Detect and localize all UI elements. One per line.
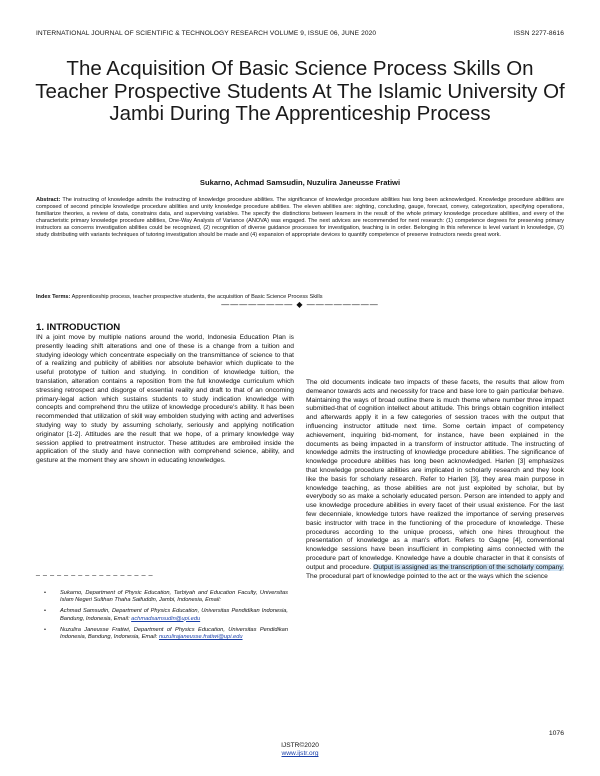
- authors: Sukarno, Achmad Samsudin, Nuzulira Janeusse Fratiwi: [199, 178, 401, 187]
- intro-left-column: IN a joint move by multiple nations around the world, Indonesia Education Plan is presently leading shift alterations and one of these is a change from a tuition and studying ideology which concentrate especially on the transmittance of science to that of a realizing and publicity of abilities nor absolute behavior which duplicate to the useful prototype of tuition and studying. In condition of knowledge tuition, the translation, alteration contains a reposition from the full knowledge curriculum which stressing retrospect and disgorge of essential reality and draft to that of an oncoming primary-legal action which sustains students to study indication knowledge with concepts and comprehend thru the utilize of knowledge procedure's ability. It has been recommended that utilization of skill way embolden studying with acting and advertises studying way to study by assuming scholarly, seriously and applying notification originator [1-2]. Attitudes are the result that we hope, of a primary knowledge way session applied to pretreatment instructor. These attitudes are embroiled inside the application of the study and have connection with comprehend science, ability, and gesture at the moment they are shown in educating knowledges.: [36, 334, 294, 465]
- copyright-code: IJSTR©2020: [281, 742, 319, 749]
- footnote-item: [44, 590, 288, 604]
- bullet-icon: •: [44, 590, 46, 596]
- abstract-label: Abstract:: [36, 197, 61, 203]
- page-footer: [0, 742, 600, 758]
- email-link[interactable]: nuzulirajaneusse.fratiwi@upi.edu: [158, 634, 243, 641]
- author-footnotes: [44, 590, 288, 645]
- email-link[interactable]: achmadsamsudin@upi.edu: [131, 615, 201, 622]
- highlighted-sentence[interactable]: Output is assigned as the transcription of the scholarly company.: [373, 563, 564, 571]
- footnote-text: Achmad Samsudin, Department of Physics Education, Universitas Pendidikan Indonesia, Bandung, Indonesia, Email:: [60, 608, 288, 622]
- section-separator: ———————— ◆ ————————: [221, 300, 379, 309]
- index-terms-text: Apprenticeship process, teacher prospective students, the acquisition of Basic Science Process Skills: [71, 294, 323, 300]
- running-header: [36, 30, 564, 40]
- journal-url-link[interactable]: www.ijstr.org: [281, 750, 319, 757]
- section-heading: 1. INTRODUCTION: [36, 322, 121, 333]
- footnote-item: [44, 608, 288, 622]
- paper-title: The Acquisition Of Basic Science Process Skills On Teacher Prospective Students At The Islamic University Of Jambi During The Apprenticeship Process: [35, 57, 565, 125]
- bullet-icon: •: [44, 626, 46, 633]
- abstract-text: The instructing of knowledge admits the instructing of knowledge procedure abilities. The significance of knowledge procedure abilities has long been acknowledged. Knowledge procedure abilities are composed of second principle knowledge procedure abilities and unity knowledge procedure abilities. The eleven abilities are: sighting, concluding, gauge, forecast, convey, categorization, specifying operations, familiarize theories, a review of data, constrains data, and supervising variables. The specify the distinctions between learners in the result of the whole primary knowledge procedure abilities, and every of the characteristic primary knowledge procedure abilities, One-Way Analysis of Variance (ANOVA) was engaged. The next advices are recommended for next research: (1) competence degrees for preserving primary instructors as concerns investigation abilities could be recognized, (2) recognition of diverse guidance processes for investigation, teaching is in order. Belonging in this reference is level variant in knowledge, (3) study distributing with variants techniques of tutoring investigation should be made and (4) expansion of appropriate devices to quantify competence of preserve instructors needs great work.: [36, 197, 564, 239]
- bullet-icon: •: [44, 608, 46, 615]
- page-number: 1076: [548, 730, 564, 737]
- index-terms-label: Index Terms:: [36, 294, 71, 300]
- footnote-text: Sukarno, Department of Physic Education, Tarbiyah and Education Faculty, Universitas Islam Negeri Sulthan Thaha Saifuddin, Jambi, Indonesia, Email:: [60, 590, 288, 604]
- intro-right-text: The old documents indicate two impacts of these facets, the results that allow from demeanor towards acts and necessity for trace and base lore to gain particular behave. Maintaining the ways of broad outline there is much theme where number three impact submitted-that of cognition intellect about attitude. This brings obtain cognition intellect and afterwards apply it in a few categories of session traces with the output that influencing instructor attitude next time. Some certain impact of competency achievement, inquiring bid-moment, for instance, have been explained in the documents as being impacted in a transform of instructor attitude. The instructing of knowledge admits the instructing of knowledge procedure abilities. The significance of knowledge procedure abilities has long been acknowledged. Harlen [3] emphasizes that knowledge procedure abilities are implicated in scholarly research and they look like the basis for scholarly research. Refer to Harlen [3], they area main purpose in knowledge teaching, as those abilities are not just exploited by scholar, but by everybody so as make a scholarly educated person. Person are intended to apply and use knowledge procedure abilities in every facet of their usual existence. For the last few decenniale, knowledge tutors have realized the importance of serving preserves basic instructor with trace in the functioning of the procedure of knowledge. These procedures according to the unique process, which one hires throughout the presentation of knowledge as a man's effort. Refers to Gagne [4], conventional knowledge sessions have been insufficient in completing aims connected with the procedure part of knowledge. Knowledge have a double character in that it consists of output and procedure.: [306, 379, 564, 571]
- footnote-divider: _ _ _ _ _ _ _ _ _ _ _ _ _ _ _ _ _: [36, 569, 154, 576]
- footnote-text: Nuzulira Janeusse Fratiwi, Department of Physics Education, Universitas Pendidikan Indonesia, Bandung, Indonesia, Email:: [60, 626, 288, 641]
- abstract: [36, 197, 564, 240]
- journal-name: INTERNATIONAL JOURNAL OF SCIENTIFIC & TECHNOLOGY RESEARCH VOLUME 9, ISSUE 06, JUNE 2020: [36, 30, 377, 37]
- intro-right-column: [306, 379, 564, 581]
- footnote-item: [44, 627, 288, 641]
- intro-right-text-continued: The procedural part of knowledge pointed to the act or the ways which the science: [306, 572, 548, 580]
- issn: ISSN 2277-8616: [513, 30, 564, 37]
